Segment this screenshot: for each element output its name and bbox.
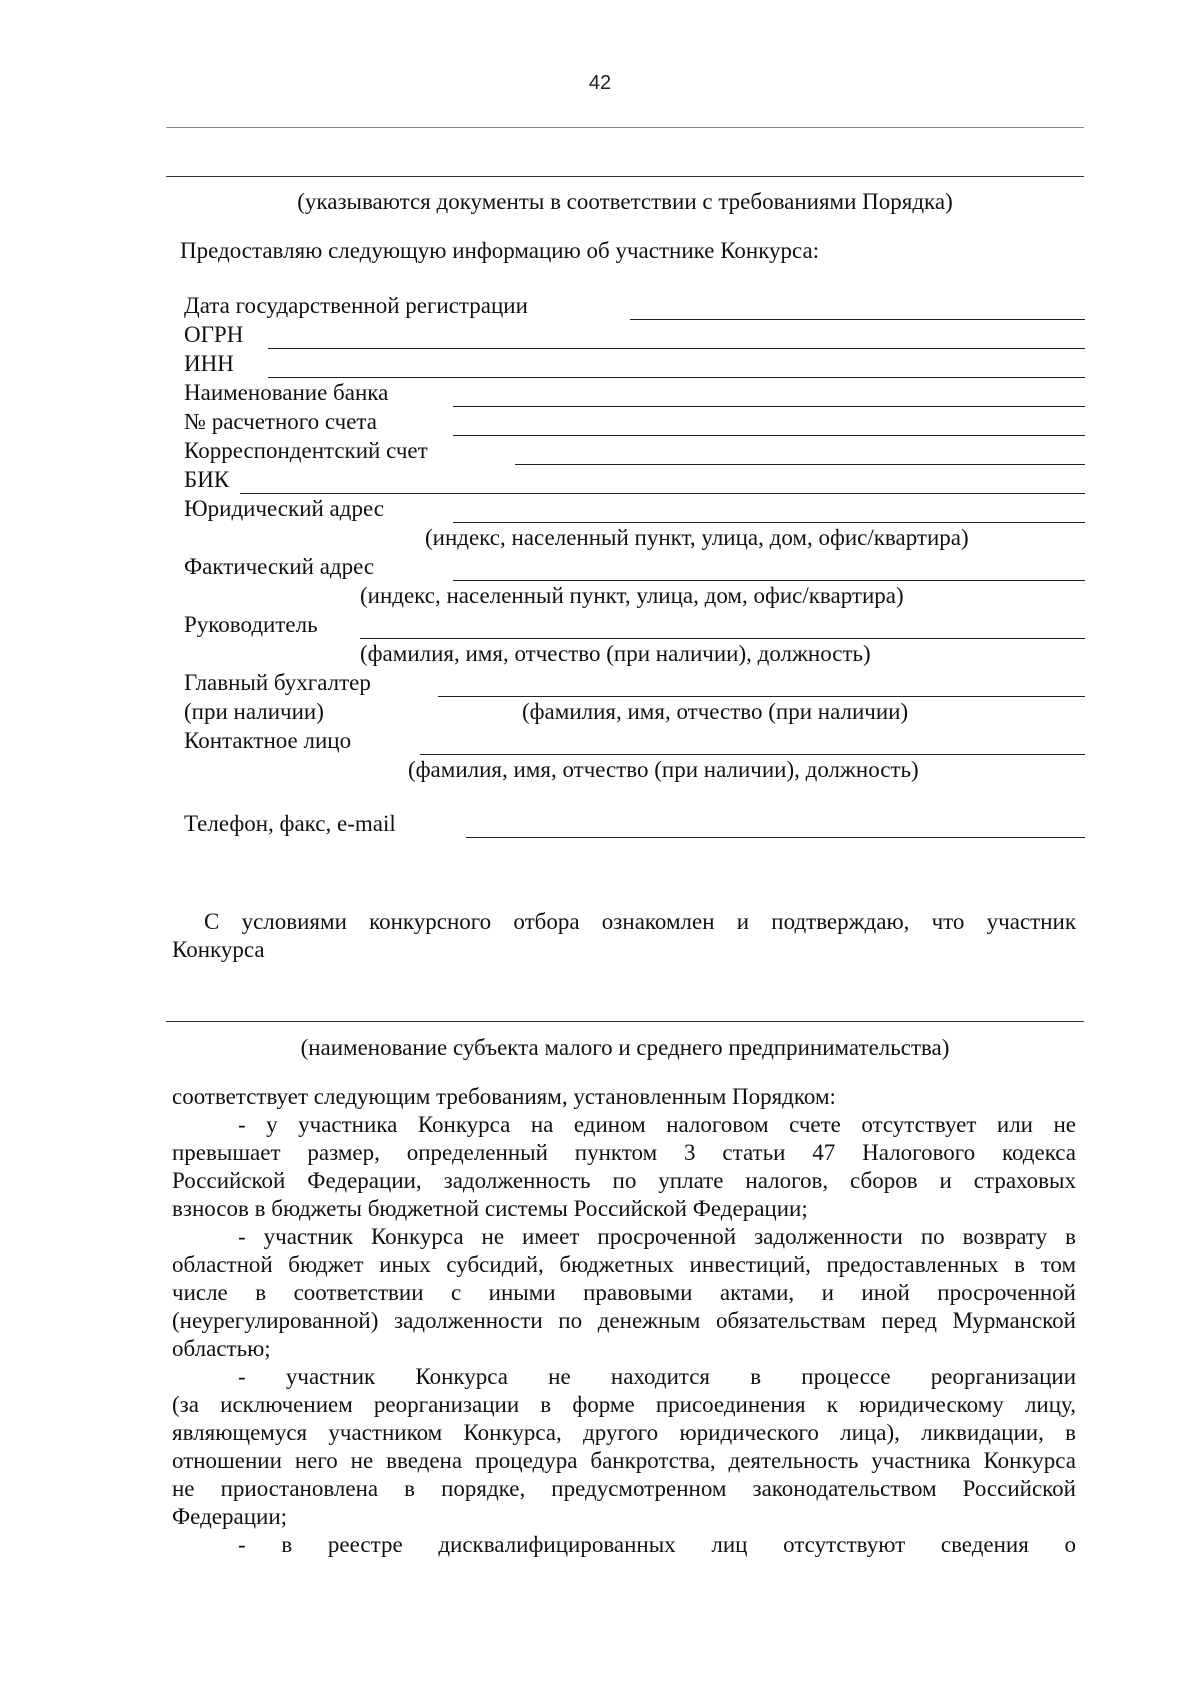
phone-label: Телефон, факс, e-mail [184,811,396,836]
reg-date-field[interactable] [630,319,1085,320]
intro-text: Предоставляю следующую информацию об участнике Конкурса: [180,238,820,263]
actual-address-label: Фактический адрес [184,554,375,579]
legal-address-hint: (индекс, населенный пункт, улица, дом, офис/квартира) [425,525,969,550]
req-line: не приостановлена в порядке, предусмотренном законодательством Российской [172,1476,1076,1501]
chief-accountant-hint: (фамилия, имя, отчество (при наличии) [522,699,909,724]
head-field[interactable] [360,638,1085,639]
bank-name-label: Наименование банка [184,380,389,405]
documents-caption: (указываются документы в соответствии с требованиями Порядка) [297,189,953,214]
actual-address-hint: (индекс, населенный пункт, улица, дом, офис/квартира) [360,583,904,608]
account-label: № расчетного счета [184,409,377,434]
req-line: (неурегулированной) задолженности по денежным обязательствам перед Мурманской [172,1308,1076,1333]
req-line: областью; [172,1336,271,1361]
subject-caption: (наименование субъекта малого и среднего предпринимательства) [300,1035,950,1060]
confirm-line-2: Конкурса [172,937,265,962]
inn-label: ИНН [184,351,234,376]
req-line: взносов в бюджеты бюджетной системы Российской Федерации; [172,1196,808,1221]
page-number: 42 [588,72,612,94]
chief-accountant-label: Главный бухгалтер [184,670,371,695]
req-line: Федерации; [172,1504,288,1529]
corr-account-field[interactable] [515,464,1085,465]
subject-fill-line[interactable] [166,1021,1084,1022]
contact-field[interactable] [420,754,1085,755]
phone-field[interactable] [466,837,1085,838]
head-hint: (фамилия, имя, отчество (при наличии), должность) [360,641,871,666]
contact-hint: (фамилия, имя, отчество (при наличии), должность) [408,757,919,782]
head-label: Руководитель [184,612,318,637]
bik-label: БИК [184,467,230,492]
contact-label: Контактное лицо [184,728,352,753]
chief-accountant-field[interactable] [438,696,1085,697]
requirements-intro: соответствует следующим требованиям, установленным Порядком: [172,1084,836,1109]
bik-field[interactable] [240,493,1085,494]
req-line: - участник Конкурса не находится в процессе реорганизации [238,1364,1076,1389]
account-field[interactable] [453,435,1085,436]
corr-account-label: Корреспондентский счет [184,438,428,463]
ogrn-field[interactable] [268,348,1085,349]
legal-address-field[interactable] [453,522,1085,523]
actual-address-field[interactable] [453,580,1085,581]
chief-accountant-note: (при наличии) [184,699,324,724]
req-line: - в реестре дисквалифицированных лиц отсутствуют сведения о [238,1532,1076,1557]
req-line: числе в соответствии с иными правовыми актами, и иной просроченной [172,1280,1076,1305]
req-line: (за исключением реорганизации в форме присоединения к юридическому лицу, [172,1392,1076,1417]
legal-address-label: Юридический адрес [184,496,384,521]
req-line: Российской Федерации, задолженность по уплате налогов, сборов и страховых [172,1168,1076,1193]
confirm-line-1: С условиями конкурсного отбора ознакомлен и подтверждаю, что участник [204,909,1076,934]
req-line: отношении него не введена процедура банкротства, деятельность участника Конкурса [172,1448,1076,1473]
header-rule [166,127,1084,128]
req-line: превышает размер, определенный пунктом 3 статьи 47 Налогового кодекса [172,1140,1076,1165]
req-line: - участник Конкурса не имеет просроченной задолженности по возврату в [238,1224,1076,1249]
req-line: являющемуся участником Конкурса, другого юридического лица), ликвидации, в [172,1420,1076,1445]
ogrn-label: ОГРН [184,322,244,347]
documents-fill-line [166,176,1084,177]
req-line: - у участника Конкурса на едином налоговом счете отсутствует или не [238,1112,1076,1137]
reg-date-label: Дата государственной регистрации [184,293,528,318]
req-line: областной бюджет иных субсидий, бюджетных инвестиций, предоставленных в том [172,1252,1076,1277]
bank-name-field[interactable] [453,406,1085,407]
inn-field[interactable] [268,377,1085,378]
